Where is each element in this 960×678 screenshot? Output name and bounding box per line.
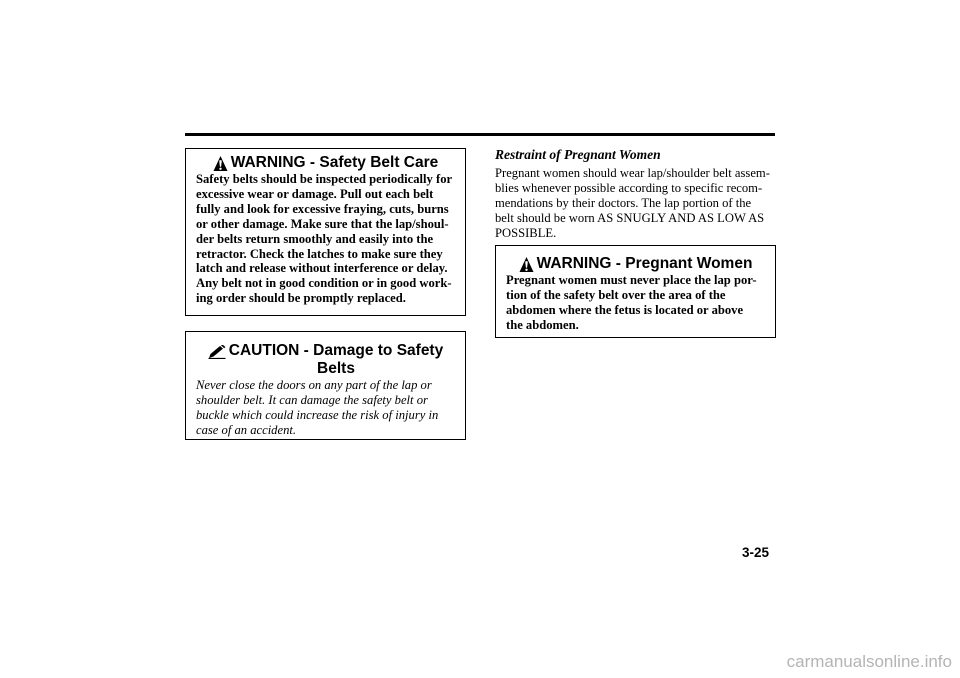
page-number: 3-25 — [742, 545, 770, 560]
warning-body — [506, 273, 765, 333]
section-heading: Restraint of Pregnant Women — [495, 147, 661, 162]
warning-title-row — [506, 255, 765, 273]
caution-title-line: CAUTION - Damage to Safety — [228, 342, 444, 359]
warning-line: tion of the safety belt over the area of the — [506, 287, 726, 302]
section-line: mendations by their doctors. The lap portion of the — [495, 195, 752, 210]
warning-body — [196, 172, 455, 306]
watermark: carmanualsonline.info — [786, 652, 952, 671]
caution-line: buckle which could increase the risk of injury in — [196, 407, 439, 422]
caution-body — [196, 378, 455, 438]
warning-line: Any belt not in good condition or in good work- — [196, 276, 452, 291]
warning-line: or other damage. Make sure that the lap/shoul- — [196, 216, 449, 231]
section-line: belt should be worn AS SNUGLY AND AS LOW AS — [495, 210, 765, 225]
warning-line: Safety belts should be inspected periodically for — [196, 172, 453, 186]
caution-line: shoulder belt. It can damage the safety belt or — [196, 392, 428, 407]
section-line: blies whenever possible according to specific recom- — [495, 180, 763, 195]
warning-line: excessive wear or damage. Pull out each belt — [196, 186, 434, 201]
caution-title-row — [196, 342, 455, 378]
warning-line: Pregnant women must never place the lap por- — [506, 273, 757, 287]
caution-title — [229, 342, 443, 378]
warning-title: WARNING - Pregnant Women — [536, 255, 753, 272]
warning-line: the abdomen. — [506, 317, 579, 332]
warning-icon — [519, 256, 534, 273]
caution-damage-box — [185, 331, 466, 440]
warning-line: abdomen where the fetus is located or above — [506, 302, 744, 317]
section-line: POSSIBLE. — [495, 225, 557, 240]
warning-line: latch and release without interference or delay. — [196, 261, 448, 276]
header-rule — [185, 133, 775, 136]
warning-title: WARNING - Safety Belt Care — [230, 154, 439, 171]
caution-title-line: Belts — [317, 360, 355, 377]
pencil-icon — [208, 345, 226, 359]
warning-line: retractor. Check the latches to make sure they — [196, 246, 443, 261]
warning-line: der belts return smoothly and easily into the — [196, 231, 434, 246]
warning-title-row — [196, 154, 455, 172]
warning-pregnant-women-box — [495, 245, 776, 338]
warning-safety-belt-care-box — [185, 148, 466, 316]
warning-icon — [213, 155, 228, 172]
caution-line: case of an accident. — [196, 422, 297, 437]
warning-line: fully and look for excessive fraying, cuts, burns — [196, 201, 449, 216]
warning-line: ing order should be promptly replaced. — [196, 291, 406, 306]
caution-line: Never close the doors on any part of the lap or — [196, 378, 432, 392]
section-body — [495, 166, 780, 241]
section-line: Pregnant women should wear lap/shoulder belt assem- — [495, 166, 770, 180]
